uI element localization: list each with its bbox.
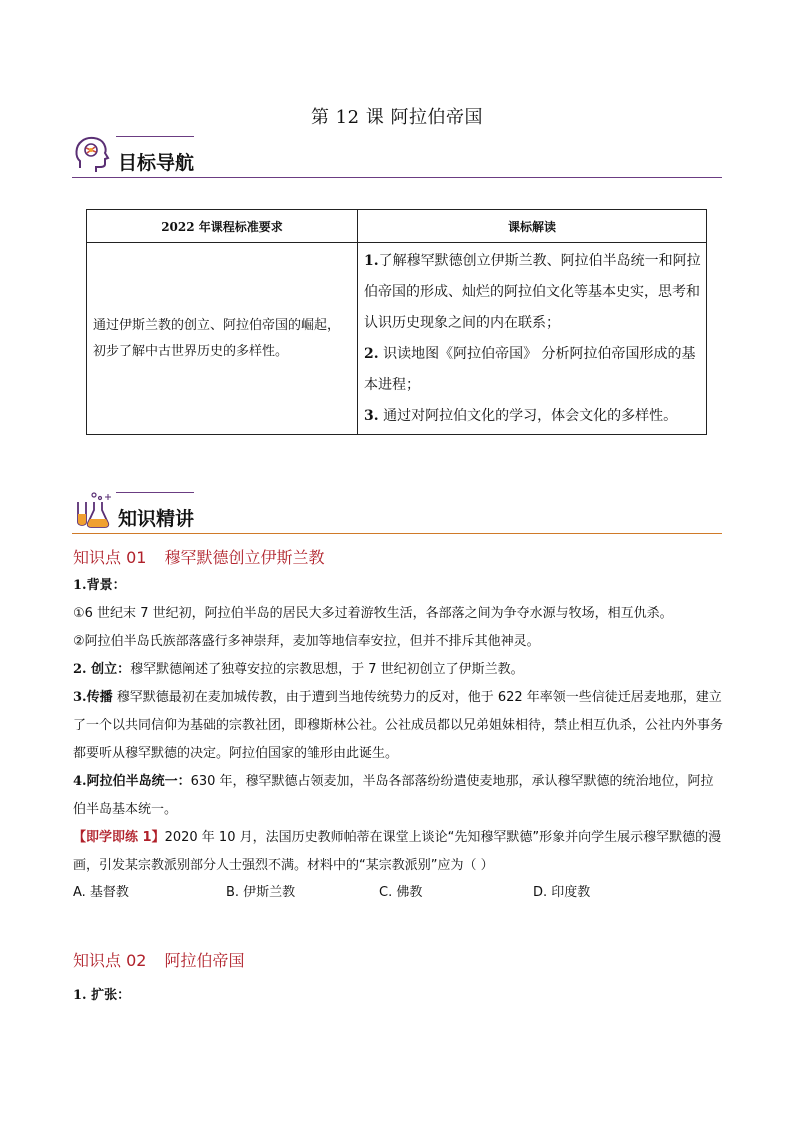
practice-question: 【即学即练 1】2020 年 10 月，法国历史教师帕蒂在课堂上谈论“先知穆罕默德”形象并向学生展示穆罕默德的漫画，引发某宗教派别部分人士强烈不满。材料中的“某宗教派别”应为（ ）	[73, 830, 722, 873]
spread-paragraph: 3.传播 穆罕默德最初在麦加城传教，由于遭到当地传统势力的反对，他于 622 年率领一些信徒迁居麦地那，建立了一个以共同信仰为基础的宗教社团，即穆斯林公社。公社成员都以兄弟姐妹相待，禁止相互仇杀，公社内外事务都要听从穆罕默德的决定。阿拉伯国家的雏形由此诞生。	[73, 690, 724, 761]
option-d[interactable]: D. 印度教	[533, 885, 591, 900]
section-divider	[72, 533, 722, 534]
background-item-1: ①6 世纪末 7 世纪初，阿拉伯半岛的居民大多过着游牧生活，各部落之间为争夺水源与牧场，相互仇杀。	[73, 606, 673, 621]
section-heading: 知识精讲	[118, 508, 195, 530]
interpretation-item: 1.了解穆罕默德创立伊斯兰教、阿拉伯半岛统一和阿拉伯帝国的形成、灿烂的阿拉伯文化等基本史实，思考和认识历史现象之间的内在联系；	[364, 253, 701, 331]
expansion-label: 1. 扩张：	[73, 988, 131, 1003]
section-divider	[72, 177, 722, 178]
standard-interpretation-cell	[358, 243, 707, 435]
knowledge-point-2-heading: 知识点 02 阿拉伯帝国	[73, 951, 245, 970]
background-item-2: ②阿拉伯半岛氏族部落盛行多神崇拜，麦加等地信奉安拉，但并不排斥其他神灵。	[73, 634, 540, 649]
header-accent-line	[116, 492, 194, 493]
creation-paragraph: 2. 创立：穆罕默德阐述了独尊安拉的宗教思想，于 7 世纪初创立了伊斯兰教。	[73, 662, 524, 677]
interpretation-item: 2. 识读地图《阿拉伯帝国》 分析阿拉伯帝国形成的基本进程；	[364, 346, 696, 393]
header-accent-line	[116, 136, 194, 137]
background-label: 1.背景：	[73, 578, 126, 593]
answer-options	[73, 877, 723, 903]
table-header: 课标解读	[358, 210, 707, 243]
option-c[interactable]: C. 佛教	[379, 885, 423, 900]
standard-requirement-cell: 通过伊斯兰教的创立、阿拉伯帝国的崛起，初步了解中古世界历史的多样性。	[87, 243, 358, 435]
lab-flask-icon	[72, 490, 112, 530]
option-b[interactable]: B. 伊斯兰教	[226, 885, 296, 900]
unification-paragraph: 4.阿拉伯半岛统一：630 年，穆罕默德占领麦加，半岛各部落纷纷遣使麦地那，承认穆罕默德的统治地位，阿拉伯半岛基本统一。	[73, 774, 714, 817]
option-a[interactable]: A. 基督教	[73, 885, 129, 900]
knowledge-point-2-body	[73, 982, 723, 1010]
interpretation-item: 3. 通过对阿拉伯文化的学习，体会文化的多样性。	[364, 408, 678, 424]
section-heading: 目标导航	[118, 152, 195, 174]
brain-head-icon	[72, 134, 112, 174]
knowledge-point-1-heading: 知识点 01 穆罕默德创立伊斯兰教	[73, 548, 325, 567]
knowledge-point-1-body	[73, 572, 723, 880]
knowledge-section-header	[72, 490, 722, 534]
curriculum-standard-table	[86, 209, 707, 435]
objectives-section-header	[72, 134, 722, 178]
page-title: 第 12 课 阿拉伯帝国	[310, 107, 484, 128]
table-header: 2022 年课程标准要求	[87, 210, 358, 243]
